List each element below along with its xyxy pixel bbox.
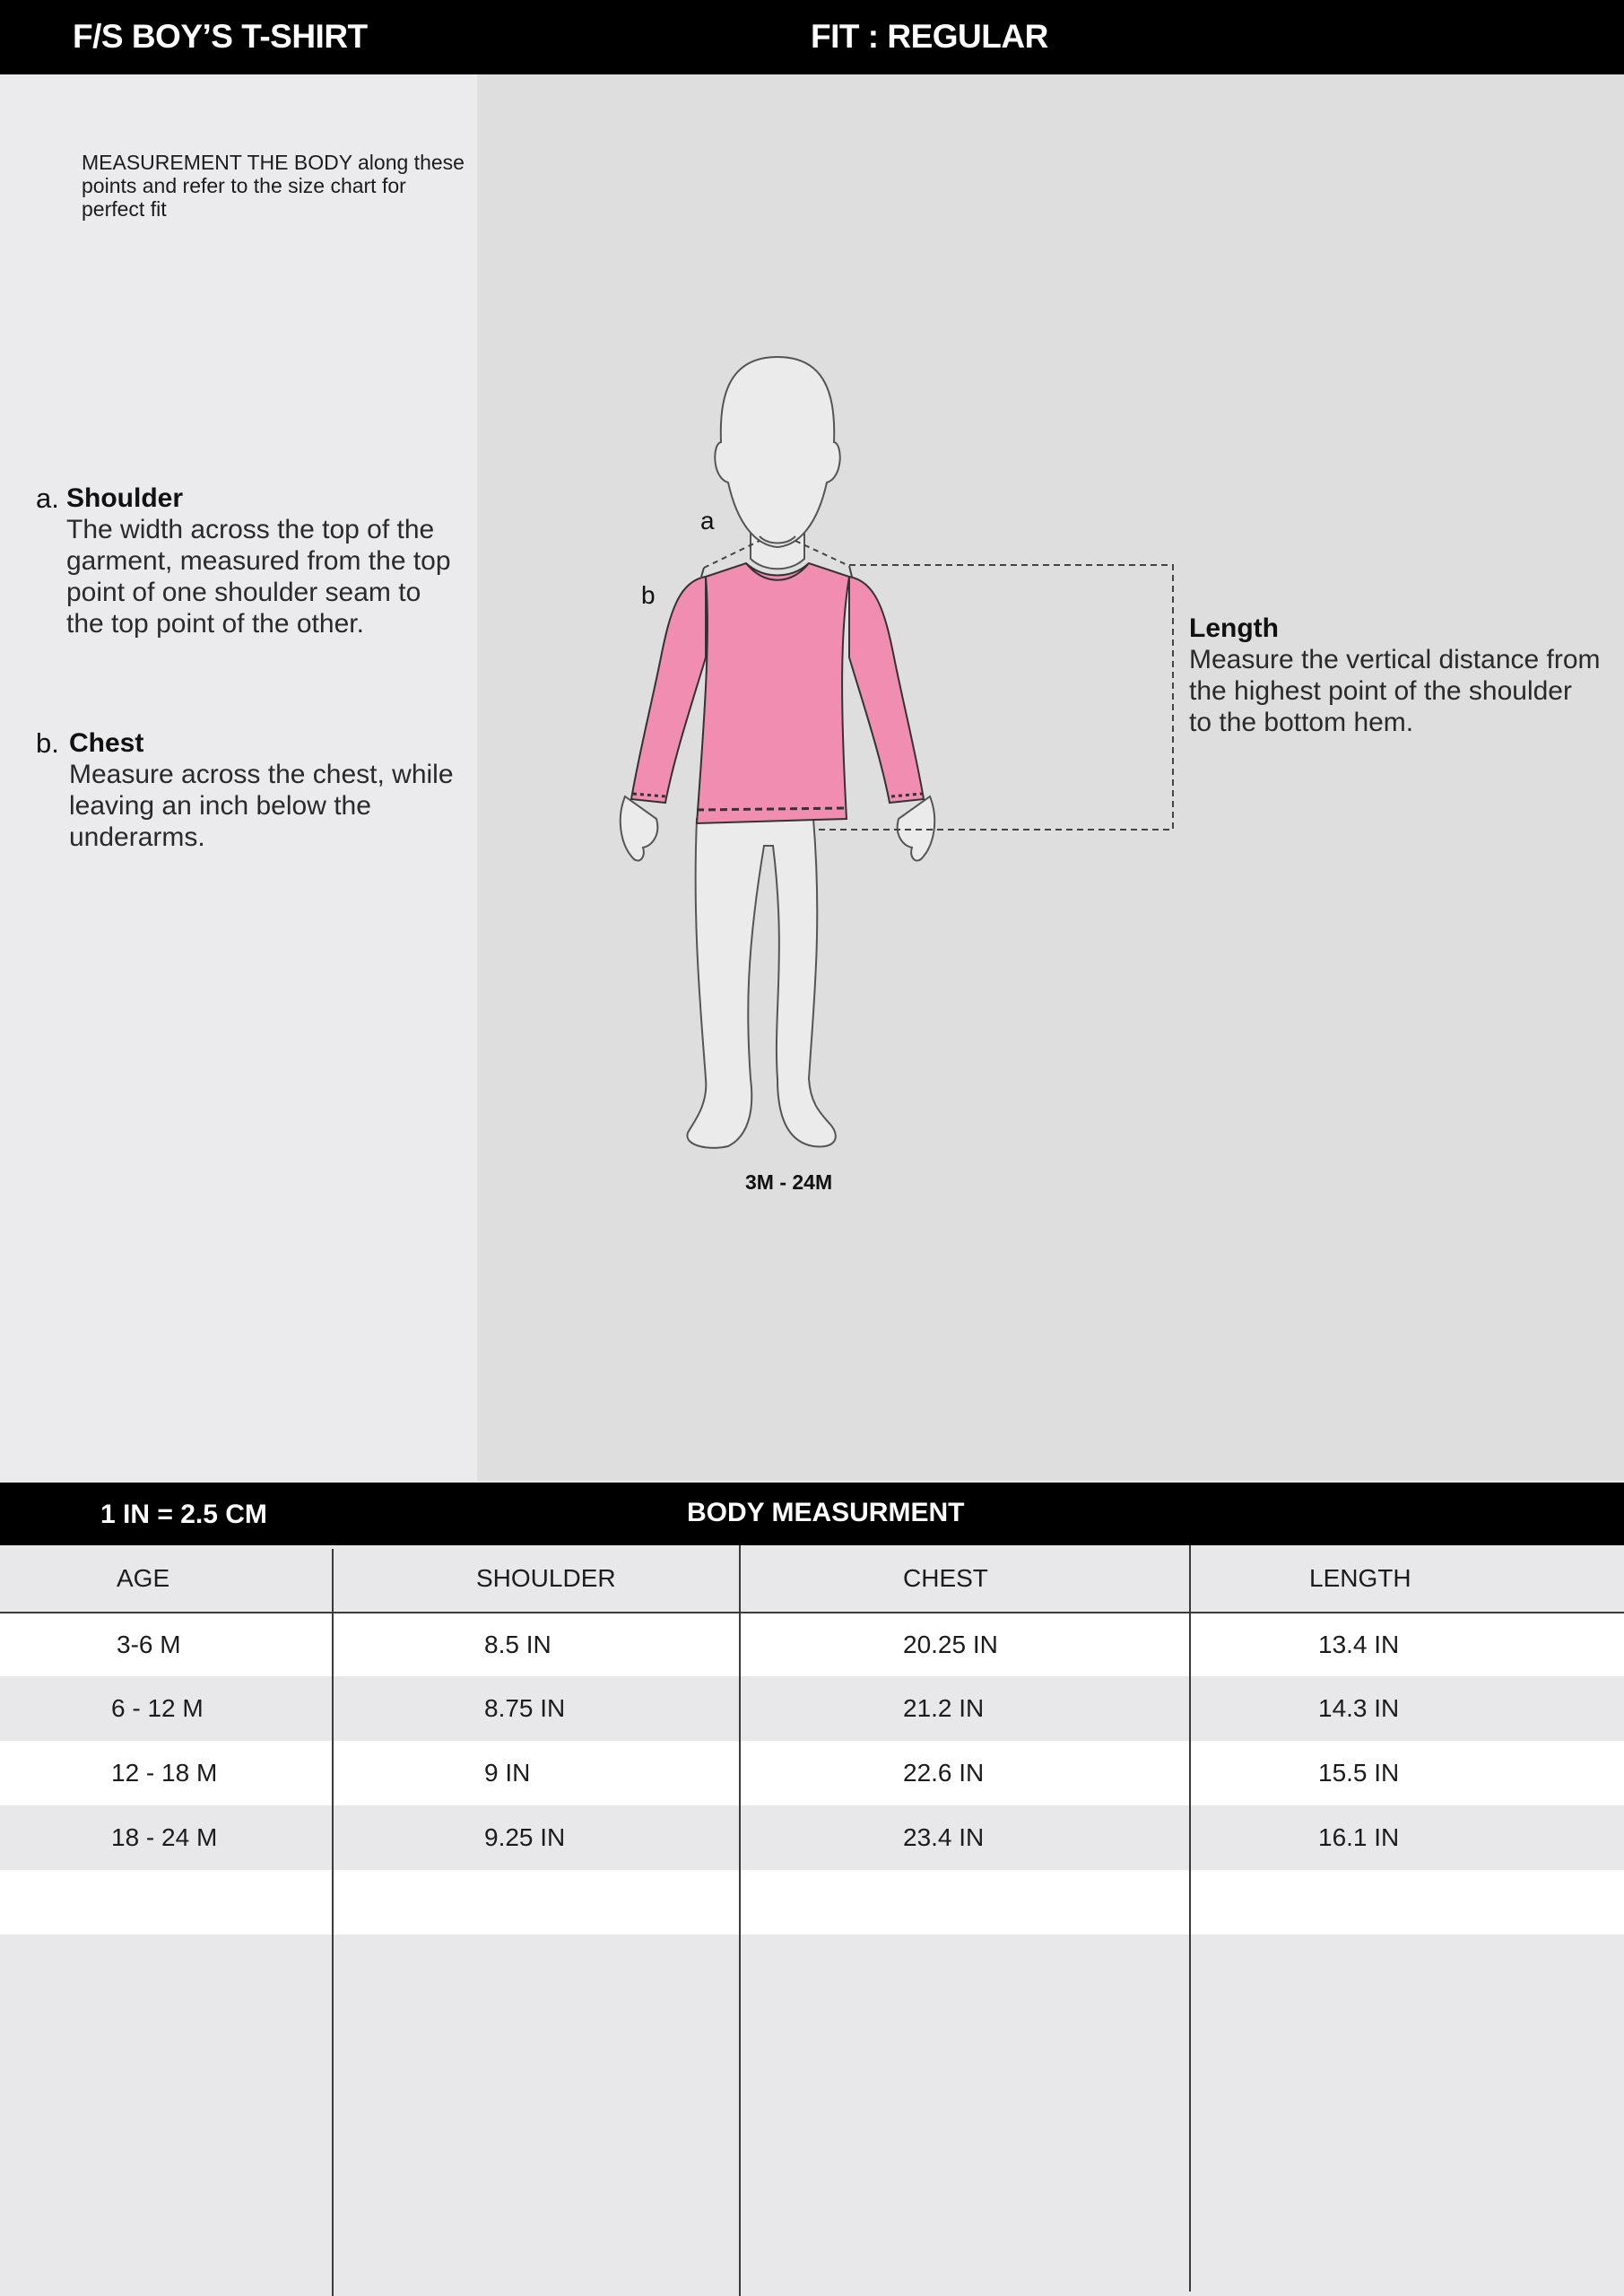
table-row (0, 1613, 1624, 1676)
cell-chest: 20.25 IN (903, 1631, 998, 1658)
table-title: BODY MEASURMENT (687, 1498, 965, 1527)
column-divider (332, 1549, 334, 2296)
child-figure-illustration (477, 74, 1624, 1481)
cell-length: 16.1 IN (1318, 1823, 1400, 1851)
right-sleeve-shape (849, 577, 924, 803)
cell-age: 3-6 M (117, 1631, 181, 1658)
product-title: F/S BOY’S T-SHIRT (73, 18, 368, 55)
cell-shoulder: 8.75 IN (484, 1694, 566, 1722)
column-header-chest: CHEST (903, 1564, 988, 1592)
cell-length: 15.5 IN (1318, 1759, 1400, 1787)
column-header-length: LENGTH (1309, 1564, 1411, 1592)
cell-length: 14.3 IN (1318, 1694, 1400, 1722)
unit-conversion: 1 IN = 2.5 CM (100, 1500, 267, 1529)
definition-title-length: Length (1189, 613, 1279, 643)
cell-age: 12 - 18 M (111, 1759, 218, 1787)
definition-text-length: Measure the vertical distance from the highest point of the shoulder to the bottom hem. (1189, 645, 1601, 737)
cell-shoulder: 8.5 IN (484, 1631, 551, 1658)
definition-text-shoulder: The width across the top of the garment, measured from the top point of one shoulder seam to the top point of the other. (66, 515, 451, 639)
left-sleeve-shape (631, 577, 706, 803)
cell-length: 13.4 IN (1318, 1631, 1400, 1658)
definition-letter-a: a. (36, 483, 59, 514)
definition-letter-b: b. (36, 727, 59, 759)
cell-chest: 22.6 IN (903, 1759, 985, 1787)
legs-shape (687, 819, 835, 1148)
cell-chest: 23.4 IN (903, 1823, 985, 1851)
cell-chest: 21.2 IN (903, 1694, 985, 1722)
cell-shoulder: 9.25 IN (484, 1823, 566, 1851)
definition-title-chest: Chest (69, 728, 144, 758)
shirt-body-shape (697, 563, 849, 823)
column-header-age: AGE (117, 1564, 170, 1592)
size-range-label: 3M - 24M (745, 1170, 833, 1194)
measurement-table (0, 1545, 1624, 2296)
definition-text-chest: Measure across the chest, while leaving an inch below the underarms. (69, 760, 454, 852)
head-shape (715, 357, 839, 547)
column-divider (1189, 1545, 1191, 2292)
column-divider (739, 1545, 741, 2296)
definition-title-shoulder: Shoulder (66, 483, 184, 513)
table-row (0, 1805, 1624, 1870)
header-bar (0, 0, 1624, 74)
fit-type: FIT : REGULAR (811, 18, 1048, 55)
figure-label-a: a (700, 507, 715, 535)
table-header-bar (0, 1483, 1624, 1545)
right-hand-shape (898, 796, 935, 861)
left-hand-shape (621, 796, 658, 861)
column-header-shoulder: SHOULDER (476, 1564, 616, 1592)
cell-age: 18 - 24 M (111, 1823, 218, 1851)
definition-shoulder (36, 483, 457, 639)
cell-age: 6 - 12 M (111, 1694, 204, 1722)
intro-text: MEASUREMENT THE BODY along these points and refer to the size chart for perfect fit (82, 151, 465, 221)
cell-shoulder: 9 IN (484, 1759, 531, 1787)
table-row-empty (0, 1870, 1624, 1935)
table-header-row (0, 1545, 1624, 1612)
table-row (0, 1741, 1624, 1805)
table-blank-area (0, 1935, 1624, 2296)
figure-label-b: b (641, 581, 656, 609)
definition-chest (36, 727, 466, 853)
table-row (0, 1676, 1624, 1741)
